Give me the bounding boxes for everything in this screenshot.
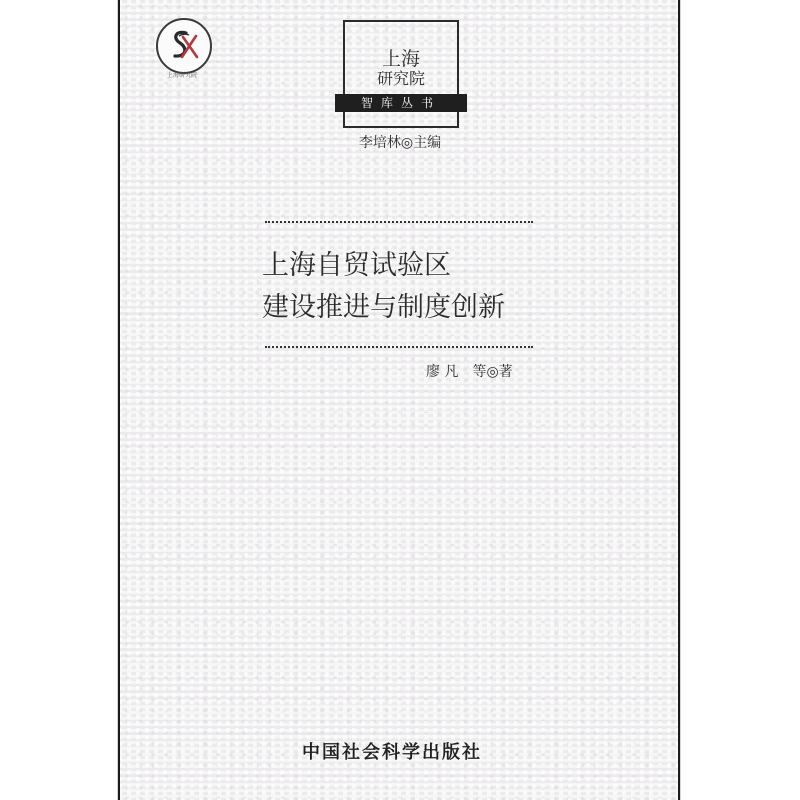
series-frame (343, 20, 459, 128)
sx-monogram-icon (162, 24, 206, 68)
bottom-dotted-divider (265, 346, 533, 348)
series-title-line2: 研究院 (376, 69, 425, 88)
book-title-line1: 上海自贸试验区 (262, 250, 451, 281)
author-line: 廖 凡 等◎著 (426, 364, 513, 380)
chief-editor: 李培林◎主编 (358, 135, 442, 151)
top-dotted-divider (265, 221, 533, 223)
book-title-line2: 建设推进与制度创新 (262, 292, 505, 323)
cover-left-edge (118, 0, 120, 800)
series-title-line1: 上海 (381, 48, 420, 70)
logo-caption: 上海研究院 (166, 72, 197, 79)
publisher-name: 中国社会科学出版社 (302, 742, 482, 763)
book-cover (118, 0, 680, 800)
sx-logo-icon (156, 18, 212, 74)
series-band: 智库丛书 (335, 94, 467, 112)
cover-right-edge (678, 0, 680, 800)
